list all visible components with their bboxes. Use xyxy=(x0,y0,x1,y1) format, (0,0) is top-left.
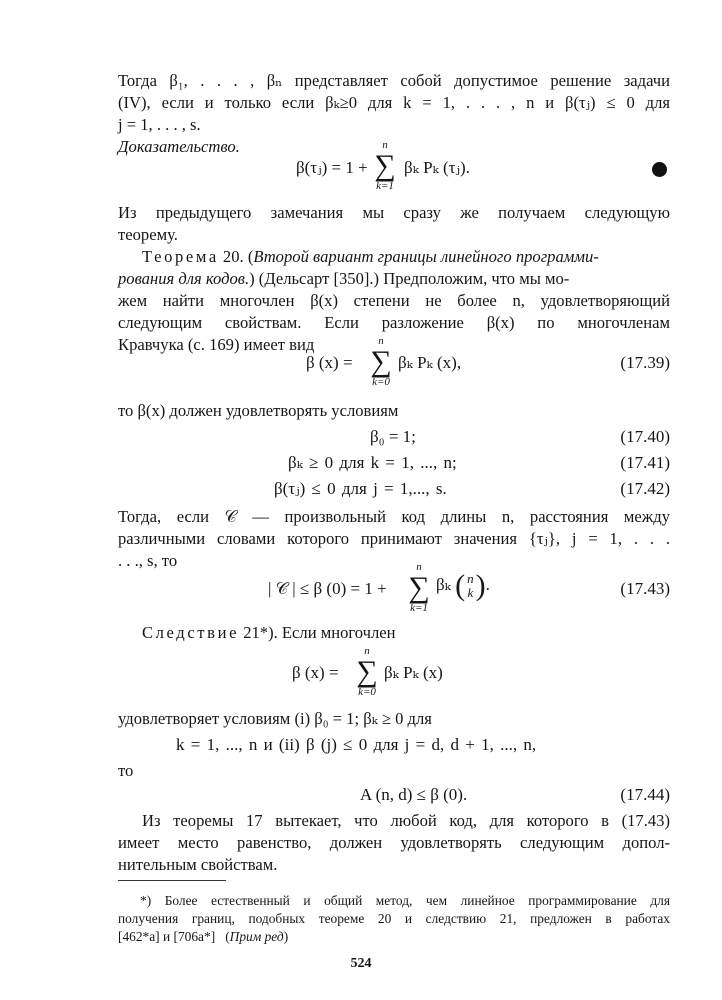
sum-lower: k=0 xyxy=(358,686,376,698)
end-of-proof-icon xyxy=(652,162,667,177)
para4-line3: нительным свойствам. xyxy=(118,855,278,874)
theorem-label: Теорема xyxy=(142,247,219,266)
eq-17-39-number: (17.39) xyxy=(620,353,670,372)
eq-17-42-number: (17.42) xyxy=(620,479,670,498)
para1-line2: (IV), если и только если βₖ≥0 для k = 1, . . . , n и β(τⱼ) ≤ 0 для xyxy=(118,93,670,112)
sigma-symbol: ∑ xyxy=(370,345,392,378)
sum-sign xyxy=(352,646,382,698)
theorem-line3: жем найти многочлен β(x) степени не более n, удовлетворяющий xyxy=(118,291,670,310)
footnote-close: ) xyxy=(283,929,289,944)
para3-line3: . . ., s, то xyxy=(118,551,178,570)
sum-lower: k=1 xyxy=(410,602,428,614)
sum-upper: n xyxy=(382,139,388,151)
cor-cond-line3: то xyxy=(118,761,134,780)
eq-17-43-end: . xyxy=(485,574,490,594)
proof-label: Доказательство. xyxy=(118,137,240,156)
beta-k: βₖ xyxy=(436,574,451,594)
page-number: 524 xyxy=(350,956,372,971)
eq-17-42: β(τⱼ) ≤ 0 для j = 1,..., s. xyxy=(274,479,447,498)
sum-lower: k=0 xyxy=(372,376,390,388)
binomial xyxy=(467,572,474,600)
sum-sign xyxy=(370,140,400,192)
footnote-line2: получения границ, подобных теореме 20 и следствию 21, предложен в работах xyxy=(118,911,670,926)
footnote-editor-note: Прим ред xyxy=(229,929,284,944)
binom-bottom: k xyxy=(467,585,474,600)
eq-17-39-rhs: βₖ Pₖ (x), xyxy=(398,353,462,372)
eq-17-41-number: (17.41) xyxy=(620,453,670,472)
sum-sign xyxy=(366,336,396,388)
sum-sign xyxy=(404,562,434,614)
eq-cor-lhs: β (x) = xyxy=(292,663,339,682)
eq-cor-rhs: βₖ Pₖ (x) xyxy=(384,663,443,682)
footnote-refs: [462*a] и [706a*] ( xyxy=(118,929,230,944)
para4-line1: Из теоремы 17 вытекает, что любой код, для которого в (17.43) xyxy=(142,811,670,830)
sum-upper: n xyxy=(416,561,422,573)
corollary-rest: 21*). Если многочлен xyxy=(239,623,396,642)
footnote-line1: *) Более естественный и общий метод, чем линейное программирование для xyxy=(140,893,670,908)
para2-line2: теорему. xyxy=(118,225,178,244)
para1-line1: Тогда β₁, . . . , βₙ представляет собой допустимое решение задачи xyxy=(118,71,670,90)
cor-cond-line2: k = 1, ..., n и (ii) β (j) ≤ 0 для j = d, d + 1, ..., n, xyxy=(176,735,537,754)
binom-top: n xyxy=(467,571,474,586)
theorem-line1 xyxy=(142,246,670,268)
theorem-line2 xyxy=(118,268,670,290)
eq-17-40: β₀ = 1; xyxy=(370,427,416,446)
eq-17-40-number: (17.40) xyxy=(620,427,670,446)
theorem-line5: Кравчука (с. 169) имеет вид xyxy=(118,335,315,354)
sum-upper: n xyxy=(364,645,370,657)
footnote-divider xyxy=(118,880,226,881)
eq-proof-rhs: βₖ Pₖ (τⱼ). xyxy=(404,158,470,177)
sigma-symbol: ∑ xyxy=(408,571,430,604)
theorem-title-part2: рования для кодов. xyxy=(118,269,250,288)
sum-lower: k=1 xyxy=(376,180,394,192)
para3-line1: Тогда, если 𝒞 — произвольный код длины n, расстояния между xyxy=(118,507,670,526)
eq-17-43-lhs: | 𝒞 | ≤ β (0) = 1 + xyxy=(268,579,387,598)
theorem-line2-rest: ) (Дельсарт [350].) Предположим, что мы мо- xyxy=(249,269,570,288)
eq-17-44-number: (17.44) xyxy=(620,785,670,804)
sigma-symbol: ∑ xyxy=(356,655,378,688)
theorem-title-part1: Второй вариант границы линейного программи- xyxy=(253,247,599,266)
cor-cond-line1: удовлетворяет условиям (i) β₀ = 1; βₖ ≥ 0 для xyxy=(118,709,432,728)
eq-17-44: A (n, d) ≤ β (0). xyxy=(360,785,468,804)
binom-open-paren: ( xyxy=(455,569,466,602)
theorem-number: 20. ( xyxy=(218,247,254,266)
binom-close-paren: ) xyxy=(475,569,486,602)
para2-line1: Из предыдущего замечания мы сразу же получаем следующую xyxy=(118,203,670,222)
conditions-intro: то β(x) должен удовлетворять условиям xyxy=(118,401,399,420)
eq-17-39-lhs: β (x) = xyxy=(306,353,353,372)
corollary-label: Следствие xyxy=(142,623,240,642)
para1-line3: j = 1, . . . , s. xyxy=(118,115,201,134)
eq-17-41: βₖ ≥ 0 для k = 1, ..., n; xyxy=(288,453,457,472)
para4-line2: имеет место равенство, должен удовлетворять следующим допол- xyxy=(118,833,670,852)
theorem-line4: следующим свойствам. Если разложение β(x) по многочленам xyxy=(118,313,670,332)
footnote-line3 xyxy=(118,928,670,946)
sum-upper: n xyxy=(378,335,384,347)
eq-17-43-rhs xyxy=(436,569,490,602)
para3-line2: различными словами которого принимают значения {τⱼ}, j = 1, . . . xyxy=(118,529,670,548)
eq-17-43-number: (17.43) xyxy=(620,579,670,598)
sigma-symbol: ∑ xyxy=(374,149,396,182)
corollary-line xyxy=(142,622,670,644)
eq-proof-lhs: β(τⱼ) = 1 + xyxy=(296,158,368,177)
